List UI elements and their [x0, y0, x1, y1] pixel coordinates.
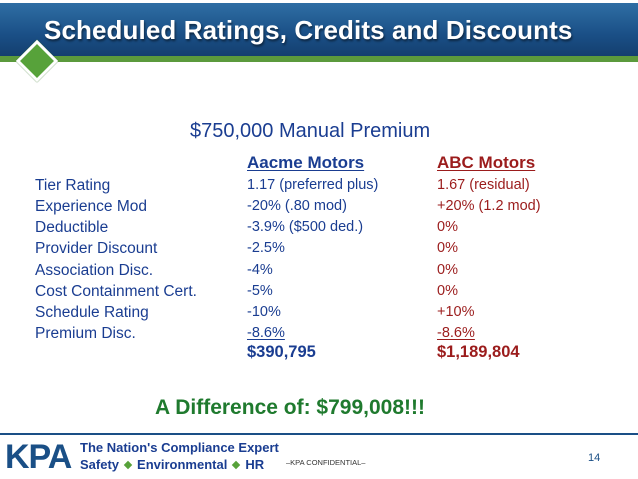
- aacme-value: -8.6%: [247, 325, 285, 341]
- table-row: [0, 262, 638, 283]
- abc-total: $1,189,804: [437, 343, 520, 361]
- row-label: Tier Rating: [35, 177, 111, 194]
- table-row: [0, 177, 638, 198]
- row-label: Schedule Rating: [35, 304, 149, 321]
- table-row: [0, 325, 638, 346]
- aacme-value: -5%: [247, 283, 273, 299]
- aacme-value: -20% (.80 mod): [247, 198, 347, 214]
- abc-value: 1.67 (residual): [437, 177, 530, 193]
- aacme-value: -2.5%: [247, 240, 285, 256]
- footer-divider: [0, 433, 638, 435]
- abc-value: 0%: [437, 240, 458, 256]
- row-label: Association Disc.: [35, 262, 154, 279]
- table-row: [0, 283, 638, 304]
- aacme-total: $390,795: [247, 343, 316, 361]
- title-bar: [0, 0, 638, 56]
- table-row: [0, 219, 638, 240]
- difference-callout: A Difference of: $799,008!!!: [155, 396, 425, 419]
- tagline-line1: The Nation's Compliance Expert: [80, 440, 279, 455]
- diamond-bullet-icon: [232, 460, 240, 468]
- slide-title: Scheduled Ratings, Credits and Discounts: [44, 15, 573, 45]
- abc-value: +10%: [437, 304, 475, 320]
- aacme-value: -10%: [247, 304, 281, 320]
- diamond-bullet-icon: [124, 460, 132, 468]
- abc-value: 0%: [437, 219, 458, 235]
- aacme-value: -3.9% ($500 ded.): [247, 219, 364, 235]
- table-row: [0, 304, 638, 325]
- row-label: Premium Disc.: [35, 325, 136, 342]
- row-label: Deductible: [35, 219, 109, 236]
- green-accent-bar: [0, 56, 638, 62]
- tagline-environmental: Environmental: [137, 457, 228, 472]
- confidential-note: –KPA CONFIDENTIAL–: [286, 458, 366, 467]
- aacme-value: 1.17 (preferred plus): [247, 177, 379, 193]
- table-row: [0, 198, 638, 219]
- abc-value: 0%: [437, 283, 458, 299]
- table-row: [0, 240, 638, 261]
- column-header-aacme: Aacme Motors: [247, 153, 365, 172]
- abc-value: -8.6%: [437, 325, 475, 341]
- abc-value: +20% (1.2 mod): [437, 198, 541, 214]
- manual-premium-heading: $750,000 Manual Premium: [190, 120, 431, 142]
- aacme-value: -4%: [247, 262, 273, 278]
- column-header-abc: ABC Motors: [437, 153, 536, 172]
- row-label: Provider Discount: [35, 240, 158, 257]
- tagline-safety: Safety: [80, 457, 120, 472]
- tagline-hr: HR: [245, 457, 265, 472]
- page-number: 14: [588, 452, 601, 464]
- row-label: Experience Mod: [35, 198, 148, 215]
- tagline-line2: [80, 457, 264, 472]
- kpa-logo: KPA: [5, 438, 72, 476]
- row-label: Cost Containment Cert.: [35, 283, 197, 300]
- abc-value: 0%: [437, 262, 458, 278]
